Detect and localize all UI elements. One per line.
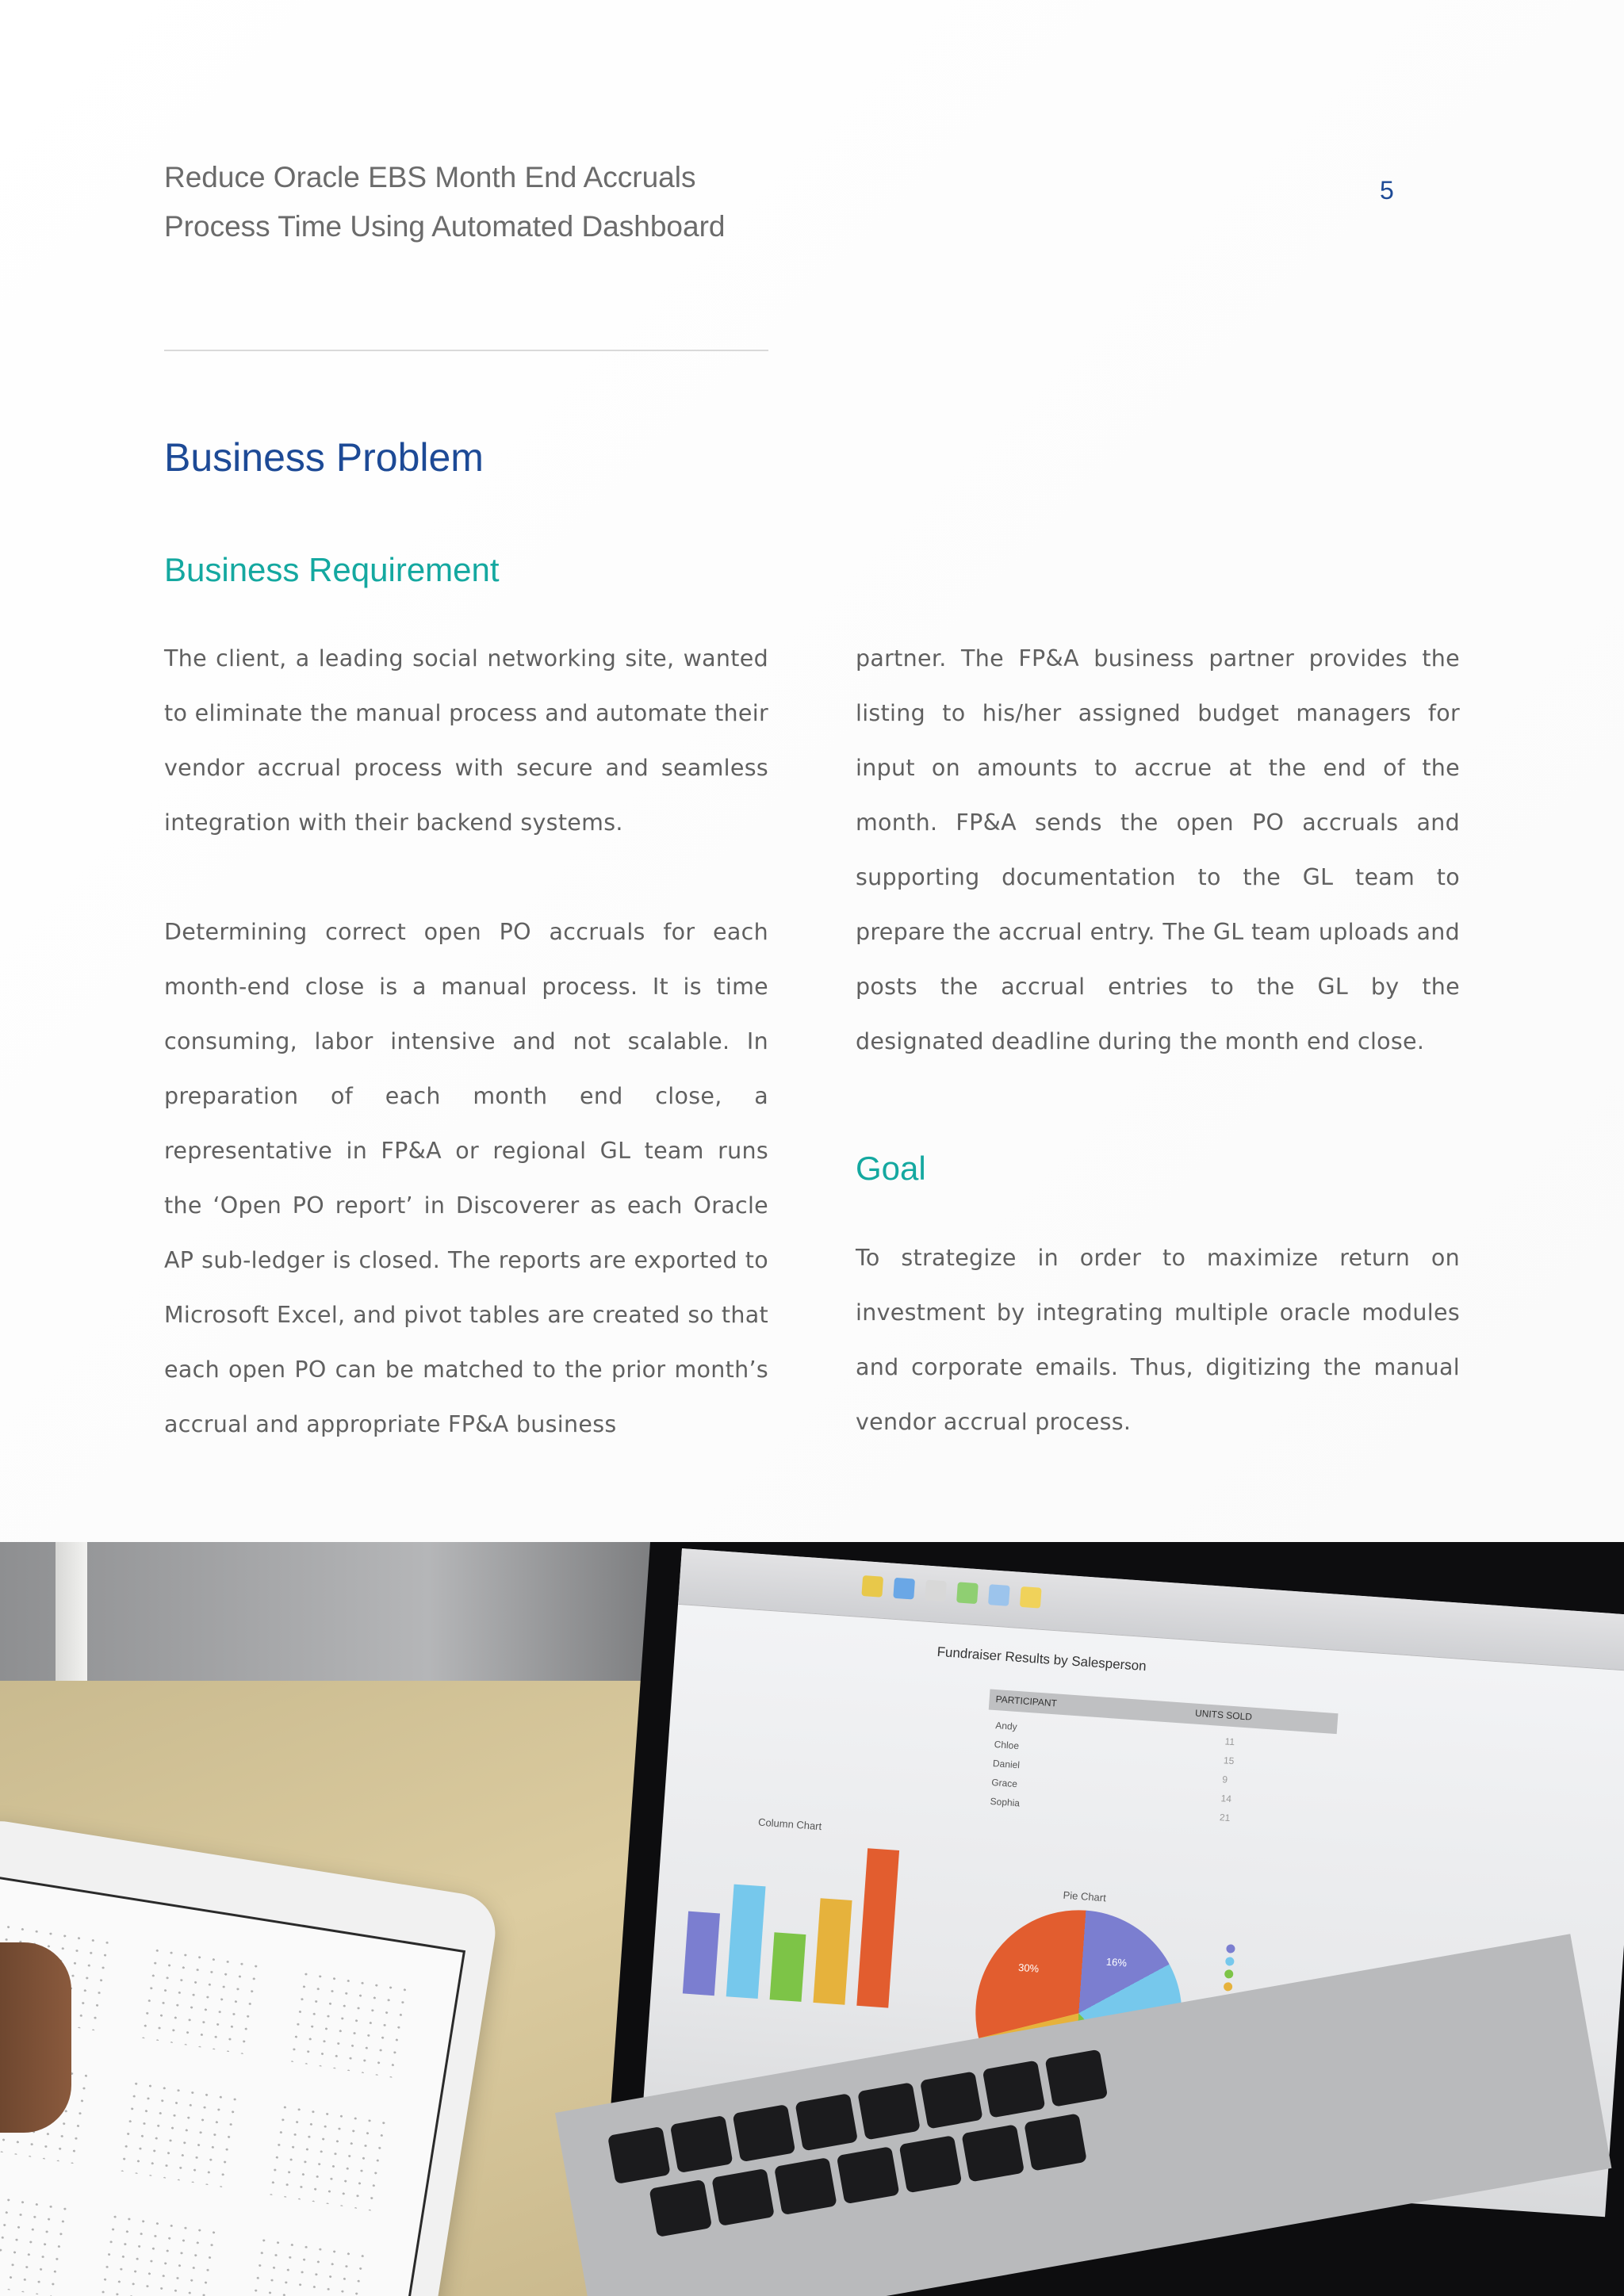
- keyboard-key: [857, 2082, 921, 2140]
- legend-dot-daniel: [1224, 1969, 1234, 1979]
- hand-holding-tablet: [0, 1942, 71, 2133]
- calendar-month: [243, 2233, 375, 2296]
- keyboard-key: [920, 2071, 983, 2129]
- tablet-device: [0, 1816, 501, 2296]
- pie-label-sophia: 30%: [1017, 1961, 1040, 1975]
- calendar-month: [136, 1943, 269, 2056]
- screen-units-andy: 11: [1224, 1735, 1235, 1748]
- screen-table-header: [989, 1689, 1339, 1735]
- calendar-month: [264, 2100, 396, 2213]
- keyboard-key: [774, 2157, 837, 2215]
- calendar-month: [0, 2186, 78, 2296]
- screen-name-daniel: Daniel: [992, 1758, 1021, 1771]
- screen-units-header: UNITS SOLD: [1194, 1707, 1253, 1723]
- calendar-month: [94, 2210, 227, 2296]
- paragraph-goal: To strategize in order to maximize return on investment by integrating multiple oracle modules and corporate emails. Thus, digitizing the manual vendor accrual process.: [856, 1245, 1460, 1435]
- screen-participant-header: PARTICIPANT: [995, 1693, 1058, 1709]
- screen-name-grace: Grace: [990, 1776, 1018, 1790]
- legend-dot-grace: [1224, 1982, 1233, 1992]
- keyboard-key: [982, 2060, 1046, 2118]
- screen-chart-title: Fundraiser Results by Salesperson: [936, 1644, 1147, 1674]
- keyboard-key: [649, 2179, 712, 2237]
- right-column: [856, 631, 1460, 1069]
- document-title: [164, 153, 878, 251]
- column-bar-andy: [683, 1911, 720, 1996]
- keyboard-key: [899, 2135, 963, 2193]
- keyboard-key: [670, 2115, 733, 2173]
- goal-column: [856, 1230, 1460, 1449]
- paragraph-process-continued: partner. The FP&A business partner provides the listing to his/her assigned budget managers for input on amounts to accrue at the end of the month. FP&A sends the open PO accruals and supporting documentation to the GL team to prepare the accrual entry. The GL team uploads and posts the accrual entries to the GL by the designated deadline during the month end close.: [856, 645, 1460, 1054]
- keyboard-key: [733, 2104, 796, 2162]
- legend-dot-chloe: [1225, 1957, 1235, 1966]
- calendar-month: [285, 1967, 418, 2080]
- keyboard-key: [607, 2126, 671, 2184]
- laptop-tablet-photo: [0, 1542, 1624, 2296]
- pie-label-andy: 16%: [1105, 1955, 1128, 1969]
- keyboard-key: [711, 2168, 775, 2226]
- page-number: 5: [1380, 176, 1394, 205]
- keyboard-key: [1024, 2113, 1087, 2171]
- screen-pie-chart-label: Pie Chart: [1063, 1888, 1107, 1904]
- column-bar-chloe: [726, 1885, 766, 1999]
- keyboard-key: [837, 2146, 900, 2204]
- screen-column-chart-label: Column Chart: [757, 1816, 822, 1833]
- section-title: Business Problem: [164, 435, 484, 480]
- column-bar-daniel: [770, 1932, 806, 2002]
- screen-units-sophia: 21: [1219, 1812, 1231, 1824]
- paragraph-process: Determining correct open PO accruals for each month-end close is a manual process. It is time consuming, labor intensive and not scalable. In preparation of each month end close, a representative in FP&A or regional GL team runs the ‘Open PO report’ in Discoverer as each Oracle AP sub-ledger is closed. The reports are exported to Microsoft Excel, and pivot tables are created so that each open PO can be matched to the prior month’s accrual and appropriate FP&A business: [164, 919, 768, 1437]
- screen-name-sophia: Sophia: [990, 1795, 1021, 1809]
- column-bar-grace: [813, 1898, 852, 2004]
- business-requirement-heading: Business Requirement: [164, 551, 500, 588]
- left-column: [164, 631, 768, 1452]
- media-icon: [988, 1584, 1010, 1606]
- keyboard-key: [795, 2093, 858, 2151]
- screen-name-chloe: Chloe: [994, 1739, 1020, 1752]
- screen-units-grace: 14: [1220, 1793, 1232, 1805]
- document-title-line2: Process Time Using Automated Dashboard: [164, 210, 726, 243]
- legend-dot-andy: [1226, 1944, 1235, 1954]
- header-divider: [164, 350, 768, 351]
- document-title-line1: Reduce Oracle EBS Month End Accruals: [164, 161, 696, 193]
- screen-units-chloe: 15: [1223, 1755, 1235, 1767]
- table-icon: [861, 1575, 883, 1598]
- screen-column-chart: [683, 1820, 933, 2010]
- keyboard-key: [961, 2124, 1025, 2182]
- column-bar-sophia: [856, 1848, 899, 2007]
- chart-icon: [893, 1578, 915, 1600]
- comment-icon: [1020, 1586, 1042, 1609]
- screen-name-andy: Andy: [994, 1720, 1018, 1733]
- keyboard-key: [1045, 2049, 1109, 2107]
- screen-units-daniel: 9: [1221, 1774, 1228, 1785]
- calendar-month: [115, 2076, 247, 2189]
- shape-icon: [956, 1582, 979, 1604]
- paragraph-intro: The client, a leading social networking site, wanted to eliminate the manual process and automate their vendor accrual process with secure and seamless integration with their backend systems.: [164, 645, 768, 836]
- goal-heading: Goal: [856, 1150, 926, 1187]
- text-icon: [925, 1580, 947, 1602]
